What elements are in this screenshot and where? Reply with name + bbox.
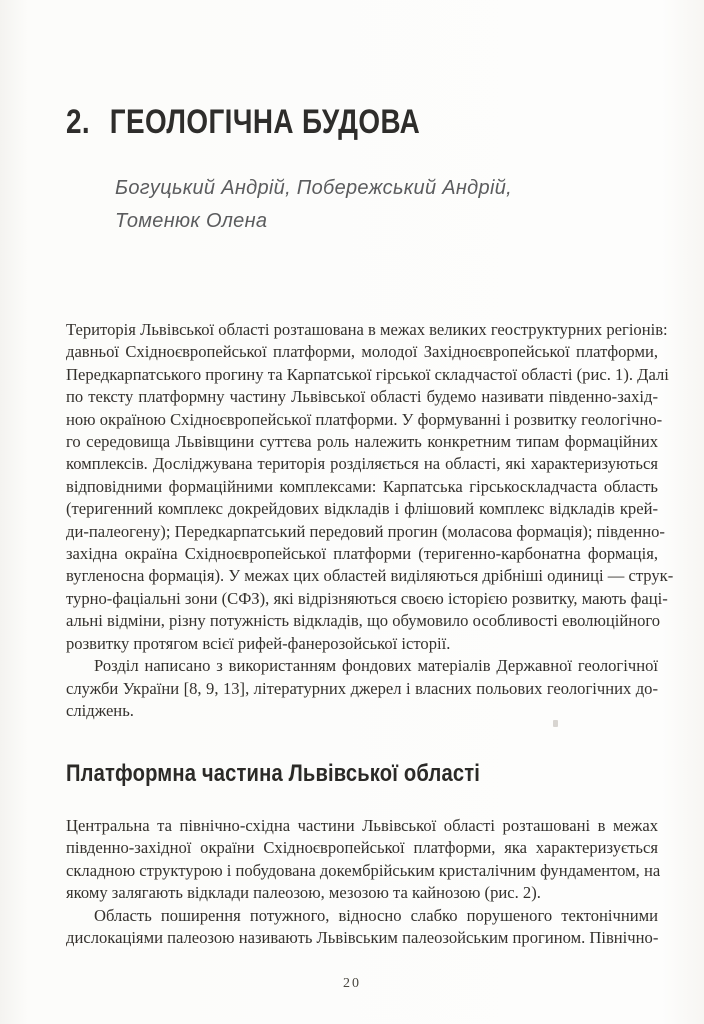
page-number: 20 xyxy=(343,976,361,991)
text-line: служби України [8, 9, 13], літературних джерел і власних польових геологічних до- xyxy=(66,678,658,698)
intro-text-block xyxy=(66,319,674,722)
text-line: дислокаціями палеозою називають Львівським палеозойським прогином. Північно- xyxy=(66,928,659,948)
chapter-title-text: ГЕОЛОГІЧНА БУДОВА xyxy=(109,103,421,141)
authors-line-1: Богуцький Андрій, Побережський Андрій, xyxy=(115,177,512,199)
section-heading: Платформна частина Львівської області xyxy=(66,760,481,787)
text-line: турно-фаціальні зони (СФЗ), які відрізняються своєю історією розвитку, мають фаці- xyxy=(66,588,668,608)
chapter-number: 2. xyxy=(66,103,91,141)
platform-text-block xyxy=(66,815,661,949)
text-line: Розділ написано з використанням фондових матеріалів Державної геологічної xyxy=(94,656,658,676)
text-line: альні відміни, різну потужність відкладів, що обумовило особливості еволюційного xyxy=(66,611,661,631)
paragraph xyxy=(66,815,661,905)
chapter-title xyxy=(66,104,420,141)
text-line: вугленосна формація). У межах цих областей виділяються дрібніші одиниці — струк- xyxy=(66,566,674,586)
text-line: Передкарпатського прогину та Карпатської гірської складчастої області (рис. 1). Далі xyxy=(66,364,669,384)
paragraph xyxy=(66,905,658,950)
text-line: по тексту платформну частину Львівської області будемо називати південно-захід- xyxy=(66,387,658,407)
text-line: складною структурою і побудована докембрійським кристалічним фундаментом, на xyxy=(66,860,661,880)
text-line: ною окраїною Східноєвропейської платформи. У формуванні і розвитку геологічно- xyxy=(66,409,663,429)
text-line: Центральна та північно-східна частини Львівської області розташовані в межах xyxy=(66,816,658,835)
paragraph xyxy=(66,319,674,655)
text-line: комплексів. Досліджувана територія розділяється на області, які характеризуються xyxy=(66,454,658,474)
text-line: сліджень. xyxy=(66,700,134,720)
text-line: (теригенний комплекс докрейдових відкладів і флішовий комплекс відкладів крей- xyxy=(66,499,658,519)
text-line: відповідними формаційними комплексами: Карпатська гірськоскладчаста область xyxy=(66,476,658,496)
text-line: давньої Східноєвропейської платформи, молодої Західноєвропейської платформи, xyxy=(66,342,658,362)
text-line: Територія Львівської області розташована в межах великих геоструктурних регіонів: xyxy=(66,320,668,339)
text-line: якому залягають відклади палеозою, мезозою та кайнозою (рис. 2). xyxy=(66,883,541,903)
text-line: ди-палеогену); Передкарпатський передовий прогин (моласова формація); південно- xyxy=(66,521,665,541)
text-line: розвитку протягом всієї рифей-фанерозойської історії. xyxy=(66,633,451,653)
scan-artifact xyxy=(553,720,558,727)
text-line: південно-західної окраїни Східноєвропейської платформи, яка характеризується xyxy=(66,838,658,858)
text-line: Область поширення потужного, відносно слабко порушеного тектонічними xyxy=(94,905,658,925)
authors xyxy=(115,172,512,238)
paragraph xyxy=(66,655,658,722)
text-line: західна окраїна Східноєвропейської платформи (теригенно-карбонатна формація, xyxy=(66,544,658,564)
text-line: го середовища Львівщини суттєва роль належить конкретним типам формаційних xyxy=(66,432,658,452)
authors-line-2: Томенюк Олена xyxy=(115,210,268,232)
